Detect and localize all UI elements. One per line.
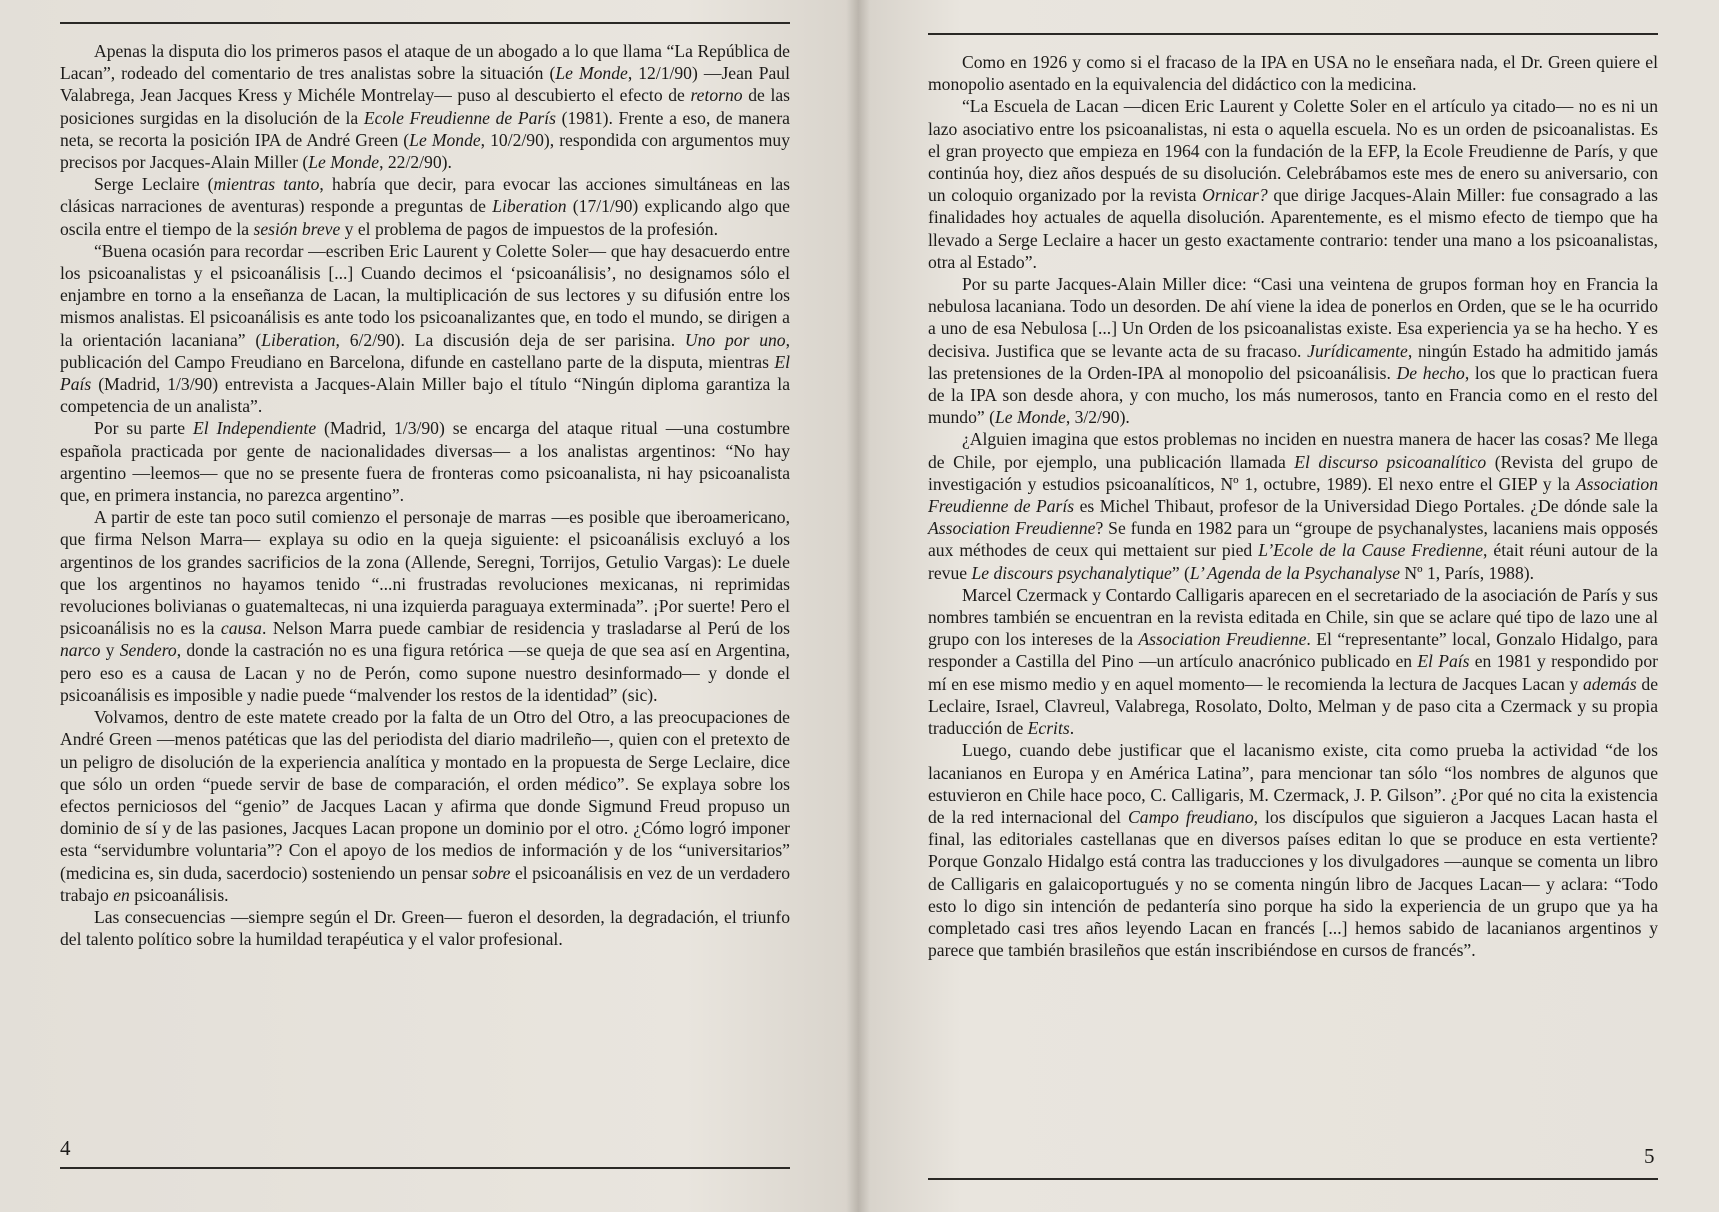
italic-text: Sendero xyxy=(119,640,177,661)
italic-text: Campo freudiano xyxy=(1128,806,1254,827)
text-run: , ningún Estado ha admitido jamás las pretensiones de la Orden-IPA al monopolio del psicoanálisis. xyxy=(928,340,1658,383)
italic-text: sesión breve xyxy=(253,218,341,239)
text-run: “Buena ocasión para recordar —escriben Eric Laurent y Colette Soler— que hay desacuerdo entre los psicoanalistas y el psicoanálisis [...] Cuando decimos el ‘psicoanálisis’, no designamos sólo el enjambre en torno a la enseñanza de Lacan, la multiplicación de sus lectores y su difusión entre los mismos analistas. El psicoanálisis es ante todo los psicoanalizantes que, en todo el mundo, se dirigen a la orientación lacaniana” ( xyxy=(60,240,790,350)
italic-text: Liberation xyxy=(492,196,567,217)
text-run: y xyxy=(100,640,120,661)
italic-text: Ornicar? xyxy=(1202,185,1268,206)
text-run: (1981). Frente a eso, de manera neta, se recorta la posición IPA de André Green ( xyxy=(60,107,790,150)
paragraph xyxy=(60,417,790,506)
text-run: Las consecuencias —siempre según el Dr. Green— fueron el desorden, la degradación, el triunfo del talento político sobre la humildad terapéutica y el valor profesional. xyxy=(60,906,790,950)
text-run: (17/1/90) explicando algo que oscila entre el tiempo de la xyxy=(60,196,790,239)
text-run: Volvamos, dentro de este matete creado por la falta de un Otro del Otro, a las preocupaciones de André Green —menos patéticas que las del periodista del diario madrileño—, quien con el pretexto de un peligro de disolución de la experiencia analítica y montado en la propuesta de Serge Leclaire, dice que sólo un orden “puede servir de base de comparación, el orden médico”. Se explaya sobre los efectos perniciosos del “genio” de Jacques Lacan y afirma que donde Sigmund Freud propuso un dominio de sí y de las pasiones, Jacques Lacan propone un dominio por el otro. ¿Cómo logró imponer esta “servidumbre voluntaria”? Con el apoyo de los medios de información y de los “universitarios” (medicina es, sin duda, sacerdocio) sosteniendo un pensar xyxy=(60,707,790,883)
italic-text: El País xyxy=(60,351,790,395)
italic-text: El discurso psicoanalítico xyxy=(1294,451,1487,472)
right-page-body xyxy=(928,51,1658,961)
italic-text: Ecole Freudienne de París xyxy=(363,107,556,128)
italic-text: Association Freudienne xyxy=(1138,629,1307,650)
italic-text: Association Freudienne xyxy=(928,518,1096,539)
italic-text: Le discours psychanalytique xyxy=(971,562,1172,583)
italic-text: narco xyxy=(60,640,101,661)
top-rule xyxy=(928,33,1658,35)
paragraph xyxy=(60,906,790,950)
right-page xyxy=(858,0,1719,1212)
text-run: . xyxy=(1069,718,1075,739)
italic-text: retorno xyxy=(690,85,743,106)
text-run: psicoanálisis. xyxy=(129,884,229,905)
text-run: , 6/2/90). La discusión deja de ser parisina. xyxy=(335,329,685,350)
page-number: 4 xyxy=(60,1136,71,1160)
text-run: ? Se funda en 1982 para un “groupe de psychanalystes, lacaniens mais opposés aux méthodes de ceux qui mettaient sur pied xyxy=(928,518,1658,561)
italic-text: mientras tanto xyxy=(213,174,320,195)
left-page xyxy=(0,0,858,1212)
text-run: ¿Alguien imagina que estos problemas no inciden en nuestra manera de hacer las cosas? Me llega de Chile, por ejemplo, una publicación llamada xyxy=(928,429,1658,472)
italic-text: Jurídicamente xyxy=(1307,340,1408,361)
text-run: Apenas la disputa dio los primeros pasos el ataque de un abogado a lo que llama “La República de Lacan”, rodeado del comentario de tres analistas sobre la situación ( xyxy=(60,41,790,84)
text-run: , los que lo practican fuera de la IPA son desde ahora, y con mucho, los más numerosos, tanto en Francia como en el resto del mundo” ( xyxy=(928,362,1659,428)
text-run: que dirige Jacques-Alain Miller: fue consagrado a las finalidades hoy actuales de aquella disolución. Aparentemente, es el mismo efecto de tiempo que ha llevado a Serge Leclaire a hacer un gesto exactamente contrario: tender una mano a los psicoanalistas, otra al Estado”. xyxy=(928,185,1658,272)
italic-text: en xyxy=(113,884,130,905)
paragraph xyxy=(928,739,1658,961)
italic-text: Le Monde xyxy=(308,152,380,173)
text-run: . Nelson Marra puede cambiar de residencia y trasladarse al Perú de los xyxy=(261,618,790,639)
text-run: el psicoanálisis en vez de un verdadero trabajo xyxy=(60,862,791,905)
text-run: Por su parte xyxy=(94,418,193,439)
text-run: A partir de este tan poco sutil comienzo el personaje de marras —es posible que iberoamericano, que firma Nelson Marra— explaya su odio en la queja siguiente: el psicoanálisis excluyó a los argentinos de los grandes sacrificios de la zona (Allende, Seregni, Torrijos, Getulio Vargas): Le duele que los argentinos no hayamos tenido “...ni frustradas revoluciones mexicanas, ni reprimidas revoluciones bolivianas o guatemaltecas, ni una izquierda paraguaya exterminada”. ¡Por suerte! Pero el psicoanálisis no es la xyxy=(60,507,790,639)
italic-text: Le Monde xyxy=(409,129,481,150)
text-run: , 22/2/90). xyxy=(379,152,452,173)
italic-text: Ecrits xyxy=(1027,718,1070,739)
paragraph xyxy=(60,706,790,906)
text-run: , habría que decir, para evocar las acciones simultáneas en las clásicas narraciones de aventuras) responde a preguntas de xyxy=(60,174,790,217)
paragraph xyxy=(928,95,1658,273)
text-run: , donde la castración no es una figura retórica —se queja de que sea así en Argentina, pero eso es a causa de Lacan y no de Perón, como supone nuestro desinformado— y donde el psicoanálisis es imposible y nadie puede “malvender los restos de la identidad” (sic). xyxy=(60,640,791,705)
text-run: en 1981 y respondido por mí en ese mismo medio y en aquel momento— le recomienda la lectura de Jacques Lacan y xyxy=(928,651,1658,694)
italic-text: Le Monde xyxy=(555,63,628,84)
text-run: , los discípulos que siguieron a Jacques Lacan hasta el final, las editoriales castellanas que en diversos países editan lo que se produce en esta vertiente? Porque Gonzalo Hidalgo está contra las traducciones y los divulgadores —aunque se comenta un libro de Calligaris en galaicoportugués y no se comenta ningún libro de Jacques Lacan— y aclara: “Todo esto lo digo sin intención de pedantería sino porque ha sido la experiencia de un grupo que ya ha completado casi tres años leyendo Lacan en francés [...] hemos sabido de lacanianos argentinos y parece que también brasileños que están inscribiéndose en cursos de francés”. xyxy=(928,806,1659,961)
italic-text: causa xyxy=(220,618,262,639)
left-page-body xyxy=(60,40,790,950)
italic-text: Le Monde xyxy=(994,407,1066,428)
italic-text: De hecho xyxy=(1396,362,1465,383)
text-run: Por su parte Jacques-Alain Miller dice: “Casi una veintena de grupos forman hoy en Francia la nebulosa lacaniana. Todo un desorden. De ahí viene la idea de ponerlos en Orden, que se le ha ocurrido a uno de esa Nebulosa [...] Un Orden de los psicoanalistas existe. Esa experiencia ya se ha hecho. Y es decisiva. Justifica que se levante acta de su fracaso. xyxy=(928,274,1658,361)
paragraph xyxy=(928,51,1658,95)
text-run: ” ( xyxy=(1171,562,1190,583)
top-rule xyxy=(60,22,790,24)
text-run: Nº 1, París, 1988). xyxy=(1400,562,1534,583)
italic-text: Liberation xyxy=(261,329,336,350)
text-run: (Madrid, 1/3/90) se encarga del ataque ritual —una costumbre española practicada por gente de nacionalidades diversas— a los analistas argentinos: “No hay argentino —leemos— que no se presente fuera de fronteras como psicoanalista, ni hay psicoanalista que, en primera instancia, no parezca argentino”. xyxy=(60,418,790,506)
paragraph xyxy=(60,40,790,173)
text-run: , 3/2/90). xyxy=(1065,407,1130,428)
paragraph xyxy=(928,584,1658,739)
bottom-rule xyxy=(60,1167,790,1169)
text-run: , était réuni autour de la revue xyxy=(928,540,1658,583)
text-run: , 12/1/90) —Jean Paul Valabrega, Jean Jacques Kress y Michéle Montrelay— puso al descubierto el efecto de xyxy=(60,63,790,106)
italic-text: además xyxy=(1582,673,1637,694)
paragraph xyxy=(60,173,790,240)
italic-text: sobre xyxy=(472,862,511,883)
italic-text: Association Freudienne de París xyxy=(928,473,1658,517)
text-run: . El “representante” local, Gonzalo Hidalgo, para responder a Castilla del Pino —un artículo anacrónico publicado en xyxy=(928,629,1658,672)
paragraph xyxy=(60,240,790,418)
text-run: Marcel Czermack y Contardo Calligaris aparecen en el secretariado de la asociación de París y sus nombres también se encuentran en la revista editada en Chile, sin que se aclare qué tipo de lazo une al grupo con los intereses de la xyxy=(928,584,1658,650)
text-run: Serge Leclaire ( xyxy=(94,174,214,195)
italic-text: L’ Agenda de la Psychanalyse xyxy=(1189,562,1401,583)
italic-text: El Independiente xyxy=(192,418,317,439)
text-run: “La Escuela de Lacan —dicen Eric Laurent y Colette Soler en el artículo ya citado— no es ni un lazo asociativo entre los psicoanalistas, ni esta o aquella escuela. No es un orden de psicoanalistas. Es el gran proyecto que empieza en 1964 con la fundación de la EFP, la Ecole Freudienne de París, y que continúa hoy, diez años después de su disolución. Celebrábamos este mes de enero su aniversario, con un coloquio organizado por la revista xyxy=(928,96,1658,206)
italic-text: Uno por uno xyxy=(684,329,786,350)
text-run: (Madrid, 1/3/90) entrevista a Jacques-Alain Miller bajo el título “Ningún diploma garantiza la competencia de un analista”. xyxy=(60,374,790,417)
text-run: , 10/2/90), respondida con argumentos muy precisos por Jacques-Alain Miller ( xyxy=(60,129,790,173)
text-run: Luego, cuando debe justificar que el lacanismo existe, cita como prueba la actividad “de los lacanianos en Europa y en América Latina”, para mencionar tan sólo “los nombres de algunos que estuvieron en Chile hace poco, C. Calligaris, M. Czermack, J. P. Gilson”. ¿Por qué no cita la existencia de la red internacional del xyxy=(928,740,1658,827)
text-run: de Leclaire, Israel, Clavreul, Valabrega, Rosolato, Dolto, Melman y de paso cita a Czermack y su propia traducción de xyxy=(928,673,1658,739)
paragraph xyxy=(928,273,1658,428)
italic-text: L’Ecole de la Cause Fredienne xyxy=(1258,540,1484,561)
text-run: es Michel Thibaut, profesor de la Universidad Diego Portales. ¿De dónde sale la xyxy=(1074,496,1658,517)
bottom-rule xyxy=(928,1178,1658,1180)
italic-text: El País xyxy=(1417,651,1470,672)
text-run: , publicación del Campo Freudiano en Barcelona, difunde en castellano parte de la disputa, mientras xyxy=(60,329,790,372)
text-run: (Revista del grupo de investigación y estudios psicoanalíticos, Nº 1, octubre, 1989). El nexo entre el GIEP y la xyxy=(928,451,1658,494)
text-run: y el problema de pagos de impuestos de la profesión. xyxy=(340,218,718,239)
paragraph xyxy=(928,428,1658,583)
text-run: Como en 1926 y como si el fracaso de la IPA en USA no le enseñara nada, el Dr. Green quiere el monopolio asentado en la equivalencia del didáctico con la medicina. xyxy=(928,52,1658,95)
book-gutter xyxy=(846,0,870,1212)
page-number: 5 xyxy=(1644,1144,1655,1168)
paragraph xyxy=(60,506,790,706)
text-run: de las posiciones surgidas en la disolución de la xyxy=(60,85,790,128)
